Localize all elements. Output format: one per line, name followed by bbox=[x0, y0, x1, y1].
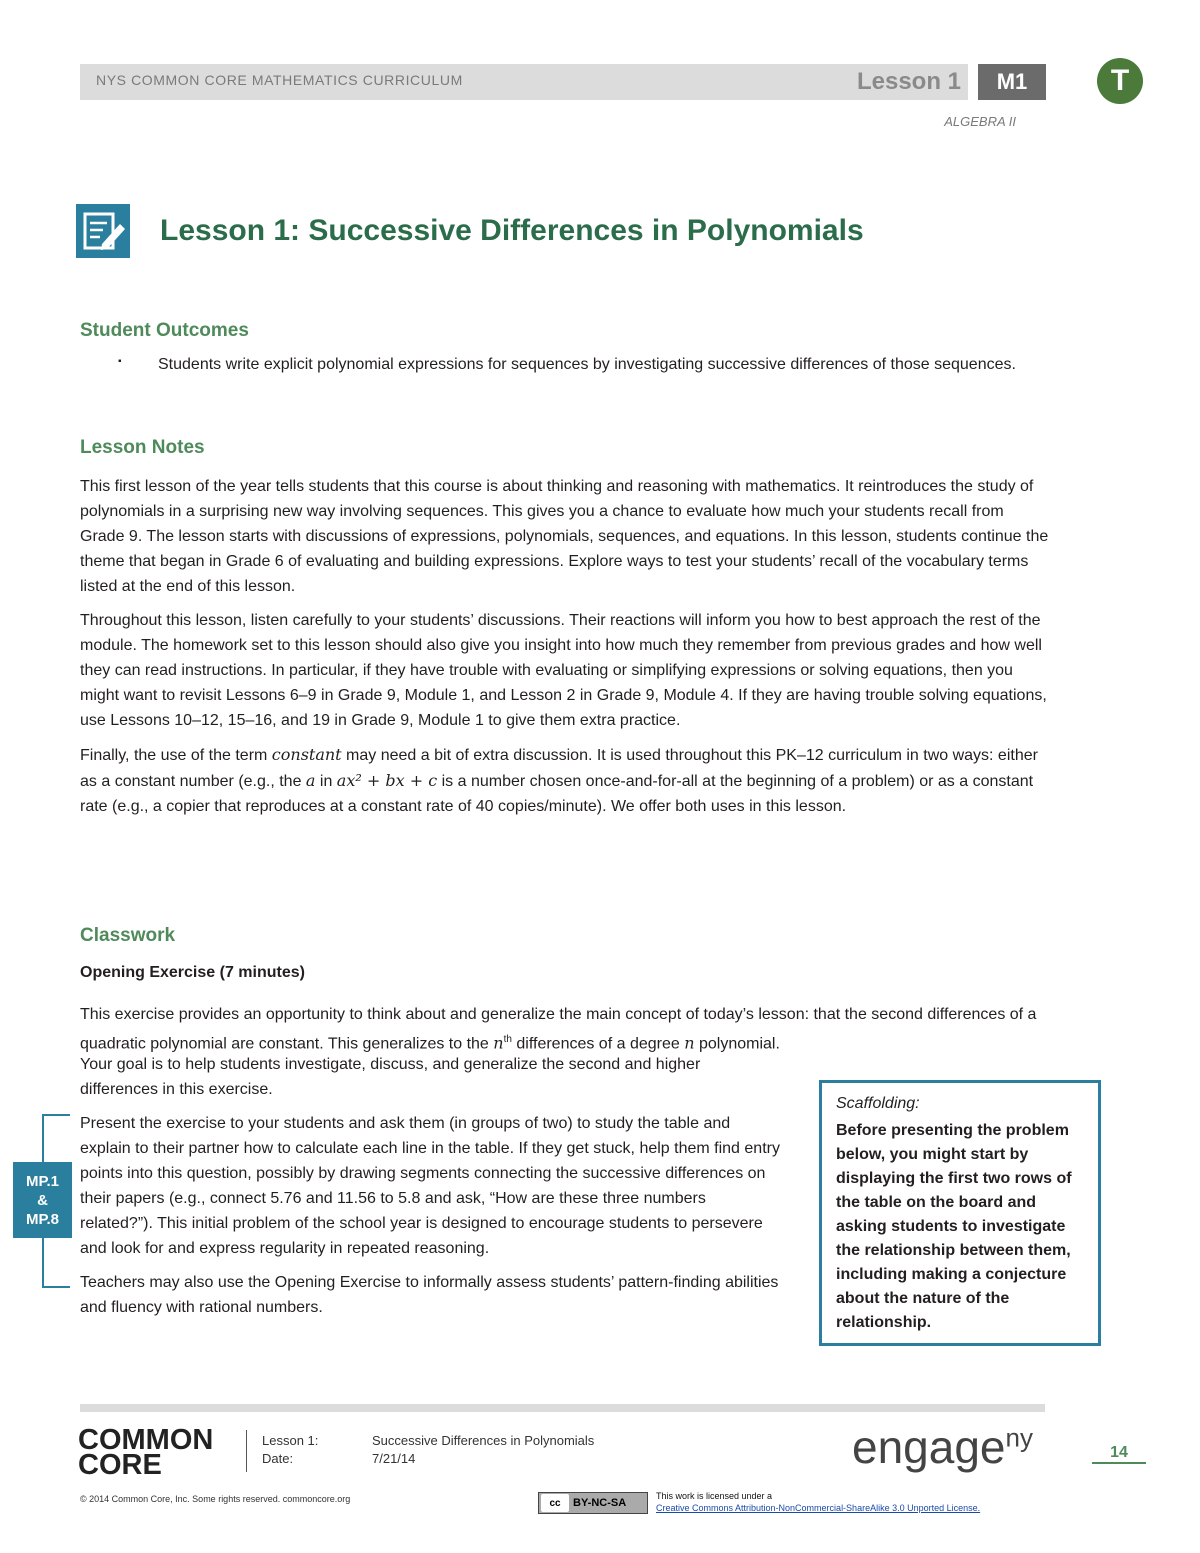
exercise-title: Opening Exercise (7 minutes) bbox=[80, 964, 305, 981]
lesson-notes-paragraph: This first lesson of the year tells students that this course is about thinking and reasoning with mathematics. It reintroduces the study of polynomials in a surprising new way involving sequences. This gives you a chance to evaluate how much your students recall from Grade 9. The lesson starts with discussions of expressions, polynomials, sequences, and equations. In this lesson, students continue the theme that began in Grade 6 of evaluating and building expressions. Explore ways to test your students’ recall of the vocabulary terms listed at the end of this lesson. bbox=[80, 478, 1049, 595]
text-run: is a number chosen once-and-for-all at the beginning of a problem) or as a constant rate (e.g., a copier that reproduces at a constant rate of 40 copies/minute). We offer both uses in this lesson. bbox=[80, 773, 1034, 815]
text-run: polynomial. bbox=[694, 1035, 780, 1053]
student-outcomes-heading: Student Outcomes bbox=[80, 320, 249, 341]
page-number: 14 bbox=[1092, 1444, 1146, 1464]
classwork-intro bbox=[80, 1002, 1055, 1056]
engage-sup: ny bbox=[1005, 1422, 1033, 1453]
lesson-notepad-icon bbox=[76, 204, 130, 258]
lesson-label: Lesson 1 bbox=[856, 68, 962, 95]
text-run: may need a bit of extra discussion. It is used throughout this PK–12 curriculum in two ways: either as a constant number (e.g., the bbox=[80, 747, 1038, 790]
text-run: This exercise provides an opportunity to think about and generalize the main concept of today’s lesson: that the second differences of a quadratic polynomial are constant. This generalizes to the bbox=[80, 1006, 1037, 1053]
logo-line: COMMON bbox=[78, 1424, 214, 1456]
text-run: Finally, the use of the term bbox=[80, 747, 272, 764]
footer-date-label: Date: bbox=[262, 1451, 294, 1466]
engage-text: engage bbox=[852, 1421, 1006, 1473]
footer-lesson-value: Successive Differences in Polynomials bbox=[372, 1433, 595, 1448]
mp-tag-line: MP.8 bbox=[25, 1210, 60, 1228]
scaffolding-box bbox=[819, 1080, 1101, 1346]
math-expression: ax² + bx + c bbox=[336, 771, 438, 790]
lesson-notes-body bbox=[80, 474, 1050, 819]
mp-tag-line: & bbox=[37, 1191, 48, 1209]
classwork-paragraph bbox=[80, 1002, 1055, 1056]
classwork-paragraph: Teachers may also use the Opening Exercise to informally assess students’ pattern-finding abilities and fluency with rational numbers. bbox=[80, 1274, 779, 1316]
scaffolding-text: Before presenting the problem below, you might start by displaying the first two rows of the table on the board and asking students to investigate the relationship between them, including making a conjecture about the nature of the relationship. bbox=[836, 1122, 1072, 1331]
footer-date-value: 7/21/14 bbox=[372, 1451, 416, 1466]
term-constant: constant bbox=[271, 745, 342, 764]
classwork-goal bbox=[80, 1052, 780, 1320]
classwork-heading: Classwork bbox=[80, 925, 176, 946]
lesson-notes-paragraph bbox=[80, 742, 1050, 819]
footer-rule bbox=[80, 1404, 1045, 1412]
superscript: th bbox=[503, 1034, 512, 1045]
text-run: in bbox=[315, 773, 337, 790]
math-variable: a bbox=[305, 771, 316, 790]
scaffolding-title: Scaffolding: bbox=[836, 1095, 920, 1112]
classwork-paragraph: Present the exercise to your students and ask them (in groups of two) to study the table and explain to their partner how to calculate each line in the table. If they get stuck, help them find entry points into this question, possibly by drawing segments connecting the successive differences on their papers (e.g., connect 5.76 and 11.56 to 5.8 and ask, “How are these three numbers related?”). This initial problem of the school year is designed to encourage students to persevere and look for and express regularity in repeated reasoning. bbox=[80, 1115, 780, 1257]
footer-divider bbox=[246, 1430, 247, 1472]
text-run: differences of a degree bbox=[511, 1035, 685, 1053]
license-line: This work is licensed under a bbox=[656, 1491, 773, 1501]
lesson-notes-heading: Lesson Notes bbox=[80, 437, 205, 458]
footer-lesson-label: Lesson 1: bbox=[262, 1433, 319, 1448]
license-link[interactable]: Creative Commons Attribution-NonCommercial-ShareAlike 3.0 Unported License. bbox=[656, 1503, 981, 1513]
classwork-paragraph: Your goal is to help students investigate, discuss, and generalize the second and higher differences in this exercise. bbox=[80, 1056, 701, 1098]
teacher-badge: T bbox=[1097, 58, 1143, 104]
license-badge-label: BY-NC-SA bbox=[573, 1497, 627, 1509]
course-name: ALGEBRA II bbox=[944, 114, 1016, 129]
logo-line: CORE bbox=[78, 1449, 162, 1481]
page-title: Lesson 1: Successive Differences in Polynomials bbox=[160, 214, 864, 247]
creative-commons-icon: cc bbox=[541, 1494, 569, 1512]
engageny-logo bbox=[852, 1420, 1033, 1474]
bullet-icon: ▪ bbox=[118, 356, 122, 367]
lesson-notes-paragraph: Throughout this lesson, listen carefully to your students’ discussions. Their reactions will inform you how to best approach the rest of the module. The homework set to this lesson should also give you insight into how much they remember from previous grades and how well they can read instructions. In particular, if they have trouble with evaluating or simplifying expressions or solving equations, then you might want to revisit Lessons 6–9 in Grade 9, Module 1, and Lesson 2 in Grade 9, Module 4. If they are having trouble solving equations, use Lessons 10–12, 15–16, and 19 in Grade 9, Module 1 to give them extra practice. bbox=[80, 612, 1047, 729]
math-variable: n bbox=[684, 1033, 695, 1053]
curriculum-title: NYS COMMON CORE MATHEMATICS CURRICULUM bbox=[96, 72, 463, 88]
outcome-item bbox=[158, 352, 1038, 377]
mp-tag bbox=[13, 1162, 72, 1238]
math-variable: n bbox=[493, 1033, 504, 1053]
common-core-logo bbox=[78, 1424, 214, 1481]
module-badge: M1 bbox=[978, 64, 1046, 100]
outcome-text: Students write explicit polynomial expressions for sequences by investigating successive differences of those sequences. bbox=[158, 356, 1016, 373]
license-text bbox=[656, 1490, 980, 1514]
cc-license-badge[interactable] bbox=[538, 1492, 648, 1514]
copyright-text: © 2014 Common Core, Inc. Some rights reserved. commoncore.org bbox=[80, 1494, 351, 1504]
mp-tag-line: MP.1 bbox=[25, 1172, 60, 1190]
